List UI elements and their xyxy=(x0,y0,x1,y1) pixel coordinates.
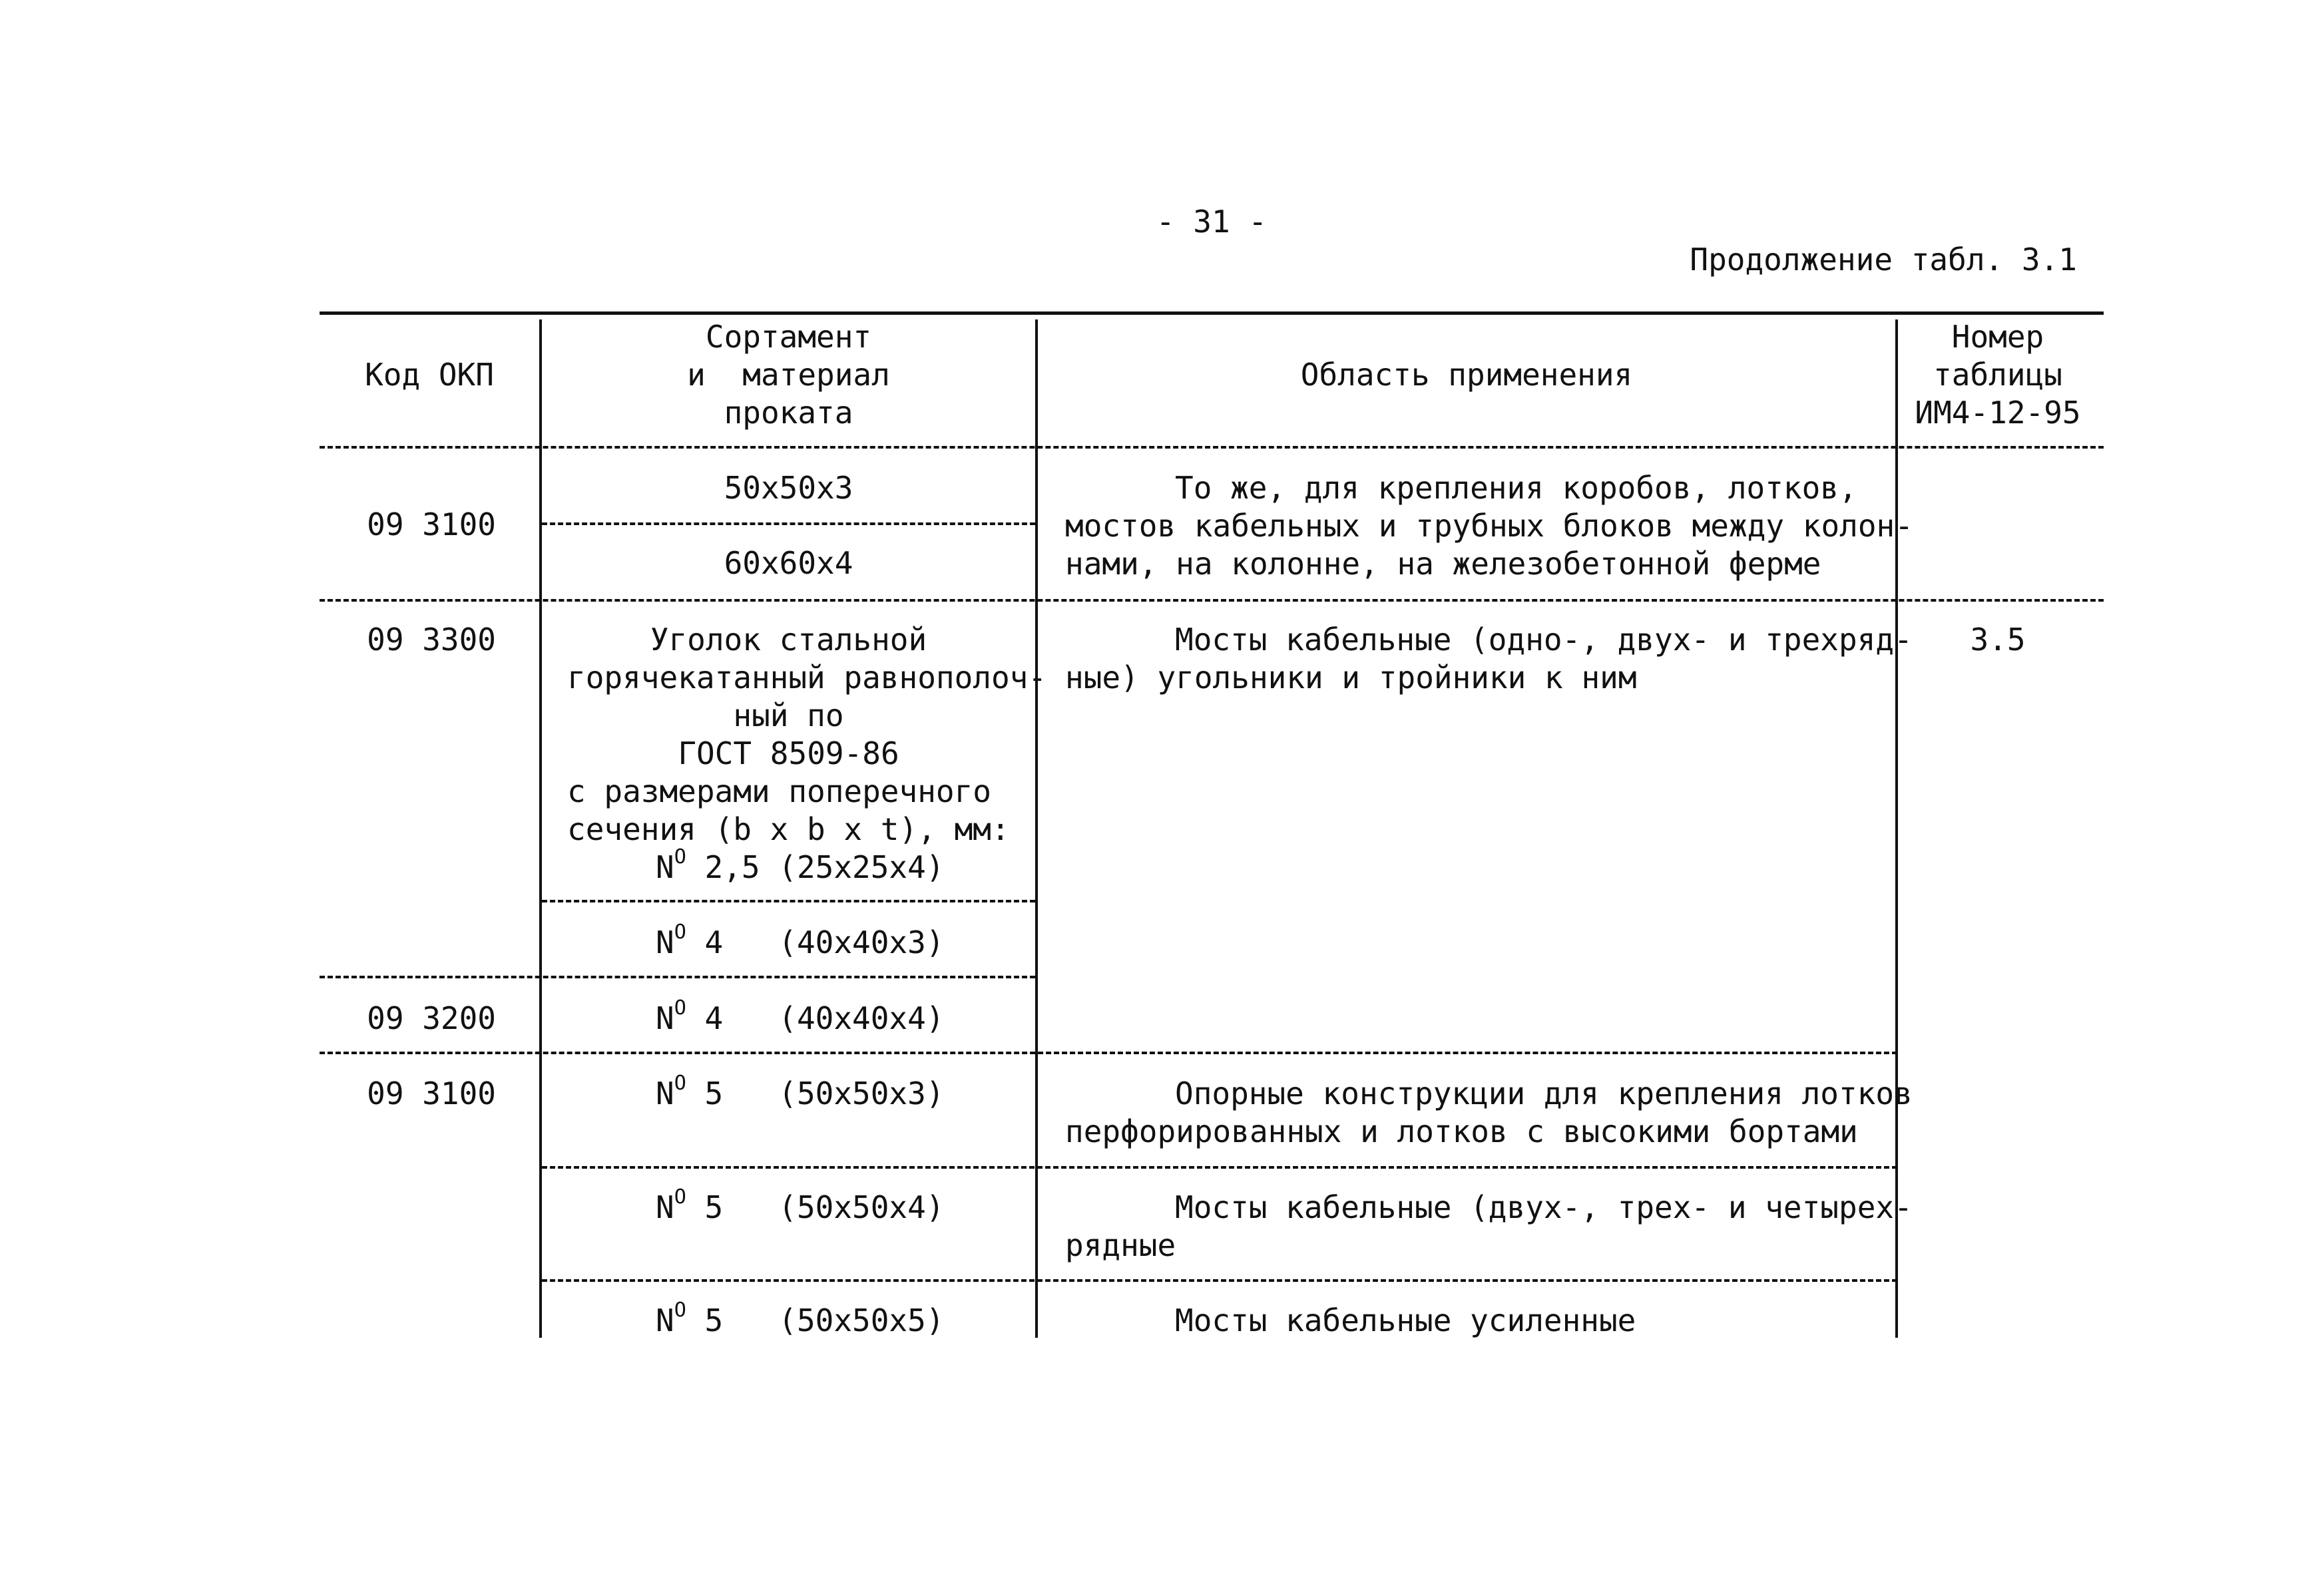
nomer-tablicy-3-5: 3.5 xyxy=(1970,622,2026,658)
item-size: (40х40х4) xyxy=(778,1000,945,1036)
oblast-line: перфорированных и лотков с высокими бортами xyxy=(1065,1113,1858,1149)
sortament-line: ГОСТ 8509-86 xyxy=(678,735,899,771)
item-number: 5 xyxy=(704,1076,724,1111)
sortament-50x50x3: 50х50х3 xyxy=(724,470,853,506)
oblast-line: Мосты кабельные усиленные xyxy=(1175,1302,1636,1338)
number-sign: N xyxy=(656,1302,674,1338)
item-number: 5 xyxy=(704,1189,724,1225)
number-sign: N xyxy=(656,1000,674,1036)
row-divider xyxy=(542,1279,1897,1282)
number-sign-superscript: O xyxy=(674,1072,686,1095)
header-sortament-line3: проката xyxy=(724,395,853,431)
oblast-line: Мосты кабельные (одно-, двух- и трехряд- xyxy=(1175,622,1913,658)
sortament-item-no-4 xyxy=(656,920,1029,962)
item-number: 4 xyxy=(704,1000,724,1036)
item-number: 5 xyxy=(704,1302,724,1338)
oblast-line: ные) угольники и тройники к ним xyxy=(1065,660,1637,696)
number-sign-superscript: O xyxy=(674,1298,686,1322)
group-divider-partial xyxy=(320,976,1035,978)
number-sign: N xyxy=(656,1189,674,1225)
sortament-item-no-4 xyxy=(656,996,1029,1038)
sortament-item-no-5 xyxy=(656,1298,1029,1340)
number-sign-superscript: O xyxy=(674,845,686,869)
sortament-line: с размерами поперечного xyxy=(567,773,991,809)
kod-okp-09-3100: 09 3100 xyxy=(367,506,496,542)
header-nomer-line2: таблицы xyxy=(1933,357,2062,393)
column-divider-2 xyxy=(1035,319,1038,1338)
header-oblast: Область применения xyxy=(1300,357,1633,393)
number-sign: N xyxy=(656,924,674,960)
oblast-line: мостов кабельных и трубных блоков между колон- xyxy=(1065,508,1913,544)
item-size: (50х50х5) xyxy=(778,1302,945,1338)
item-size: (25х25х4) xyxy=(778,849,945,885)
sortament-item-no-5 xyxy=(656,1185,1029,1227)
group-divider xyxy=(320,599,2104,602)
oblast-line: Опорные конструкции для крепления лотков xyxy=(1175,1076,1913,1111)
number-sign-superscript: O xyxy=(674,920,686,944)
sortament-line: сечения (b x b x t), мм: xyxy=(567,811,1010,847)
table-top-rule xyxy=(320,311,2104,315)
item-number: 2,5 xyxy=(704,849,760,885)
kod-okp-09-3200: 09 3200 xyxy=(367,1000,496,1036)
row-divider xyxy=(542,900,1035,902)
row-divider xyxy=(542,1166,1897,1169)
oblast-line: Мосты кабельные (двух-, трех- и четырех- xyxy=(1175,1189,1913,1225)
group-divider xyxy=(320,1052,1897,1054)
header-kod-okp: Код ОКП xyxy=(365,357,494,393)
item-size: (40х40х3) xyxy=(778,924,945,960)
number-sign: N xyxy=(656,1076,674,1111)
header-divider xyxy=(320,446,2104,449)
item-size: (50х50х4) xyxy=(778,1189,945,1225)
sortament-item-no-2-5 xyxy=(656,845,1029,887)
oblast-line: нами, на колонне, на железобетонной ферме xyxy=(1065,546,1821,582)
header-sortament-line2: и материал xyxy=(687,357,890,393)
oblast-line: То же, для крепления коробов, лотков, xyxy=(1175,470,1857,506)
oblast-line: рядные xyxy=(1065,1227,1176,1263)
sortament-line: Уголок стальной xyxy=(650,622,927,658)
number-sign: N xyxy=(656,849,674,885)
kod-okp-09-3300: 09 3300 xyxy=(367,622,496,658)
number-sign-superscript: O xyxy=(674,996,686,1020)
kod-okp-09-3100: 09 3100 xyxy=(367,1076,496,1111)
header-sortament-line1: Сортамент xyxy=(705,319,872,355)
row-divider xyxy=(542,522,1035,525)
column-divider-3 xyxy=(1895,319,1898,1338)
sortament-60x60x4: 60х60х4 xyxy=(724,545,853,581)
sortament-item-no-5 xyxy=(656,1072,1029,1113)
table-continuation-label: Продолжение табл. 3.1 xyxy=(1690,242,2077,278)
number-sign-superscript: O xyxy=(674,1185,686,1209)
sortament-line: горячекатанный равнополоч- xyxy=(567,660,1047,696)
page-number: - 31 - xyxy=(1156,204,1268,240)
header-nomer-line3: ИМ4-12-95 xyxy=(1915,395,2081,431)
header-nomer-line1: Номер xyxy=(1951,319,2044,355)
sortament-line: ный по xyxy=(733,697,844,733)
item-size: (50х50х3) xyxy=(778,1076,945,1111)
item-number: 4 xyxy=(704,924,724,960)
